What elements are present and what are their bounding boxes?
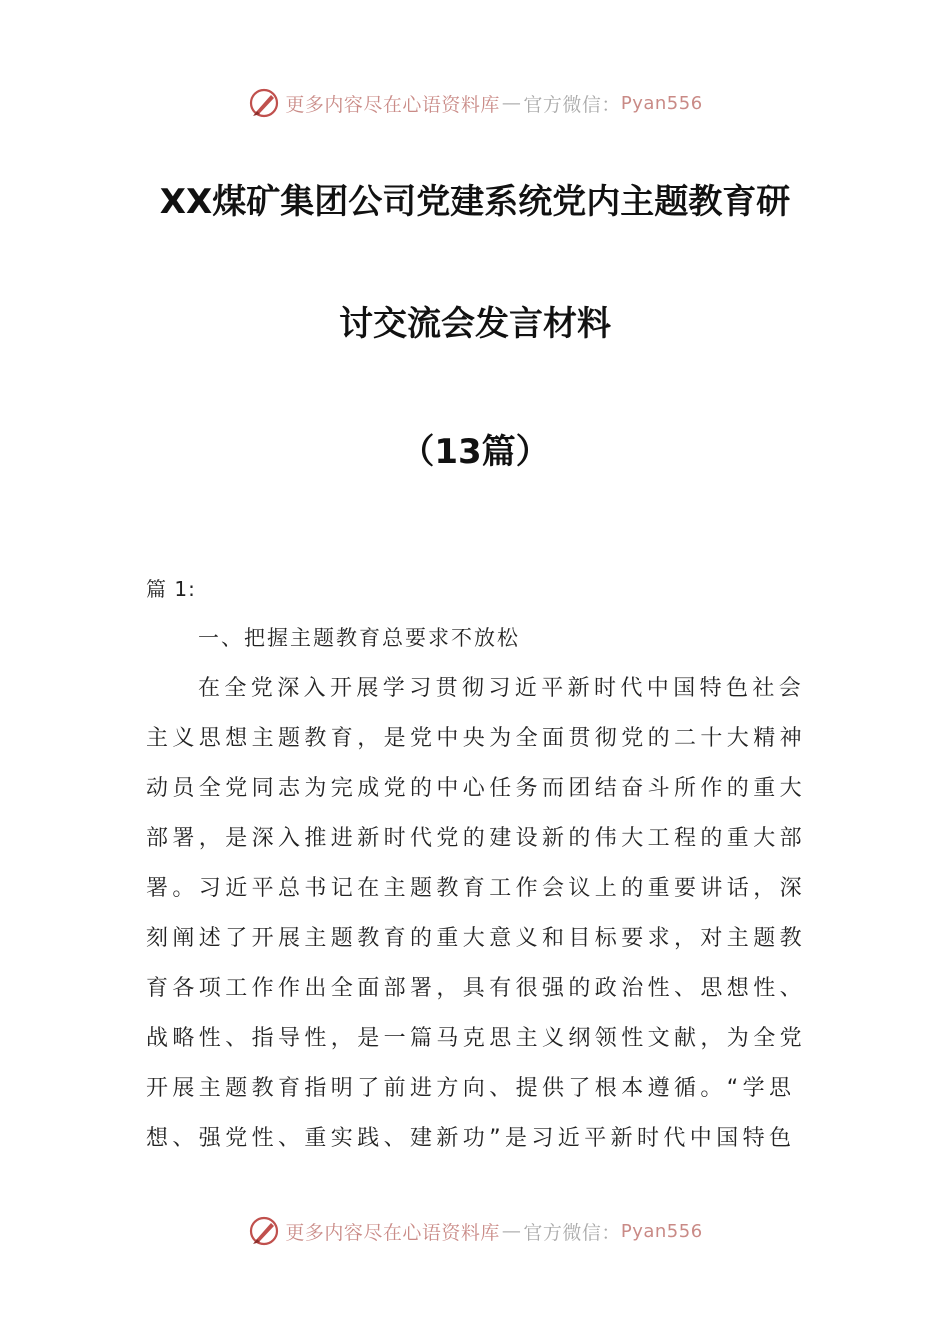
document-title-line-2: 讨交流会发言材料 <box>339 304 611 344</box>
paragraph-line: 主义思想主题教育，是党中央为全面贯彻党的二十大精神 <box>146 726 807 751</box>
paragraph-line: 部署，是深入推进新时代党的建设新的伟大工程的重大部 <box>146 826 807 851</box>
watermark-brand: 更多内容尽在心语资料库 <box>285 1221 500 1244</box>
document-title-line-1: XX煤矿集团公司党建系统党内主题教育研 <box>159 182 791 222</box>
section-label: 篇 1: <box>146 577 196 601</box>
pen-logo-icon <box>247 86 281 120</box>
watermark-dash: — <box>501 92 522 114</box>
paragraph-line: 开展主题教育指明了前进方向、提供了根本遵循。“学思 <box>146 1076 796 1101</box>
document-title-count: （13篇） <box>400 432 550 472</box>
watermark-dash: — <box>501 1220 522 1242</box>
watermark-contact-label: 官方微信： <box>523 1221 621 1244</box>
watermark-contact-id: Pyan556 <box>620 1220 703 1242</box>
paragraph-line: 战略性、指导性，是一篇马克思主义纲领性文献，为全党 <box>146 1026 807 1051</box>
body-paragraph <box>146 664 816 1164</box>
paragraph-line: 署。习近平总书记在主题教育工作会议上的重要讲话，深 <box>146 876 807 901</box>
paragraph-line: 动员全党同志为完成党的中心任务而团结奋斗所作的重大 <box>146 776 807 801</box>
header-watermark <box>0 83 950 123</box>
footer-watermark <box>0 1211 950 1251</box>
paragraph-line: 刻阐述了开展主题教育的重大意义和目标要求，对主题教 <box>146 926 807 951</box>
pen-logo-icon <box>247 1214 281 1248</box>
paragraph-line: 在全党深入开展学习贯彻习近平新时代中国特色社会 <box>198 676 806 701</box>
watermark-contact-id: Pyan556 <box>620 92 703 114</box>
paragraph-line: 育各项工作作出全面部署，具有很强的政治性、思想性、 <box>146 976 807 1001</box>
paragraph-line: 想、强党性、重实践、建新功”是习近平新时代中国特色 <box>146 1126 796 1151</box>
watermark-contact-label: 官方微信： <box>523 93 621 116</box>
watermark-brand: 更多内容尽在心语资料库 <box>285 93 500 116</box>
section-heading: 一、把握主题教育总要求不放松 <box>198 626 520 650</box>
